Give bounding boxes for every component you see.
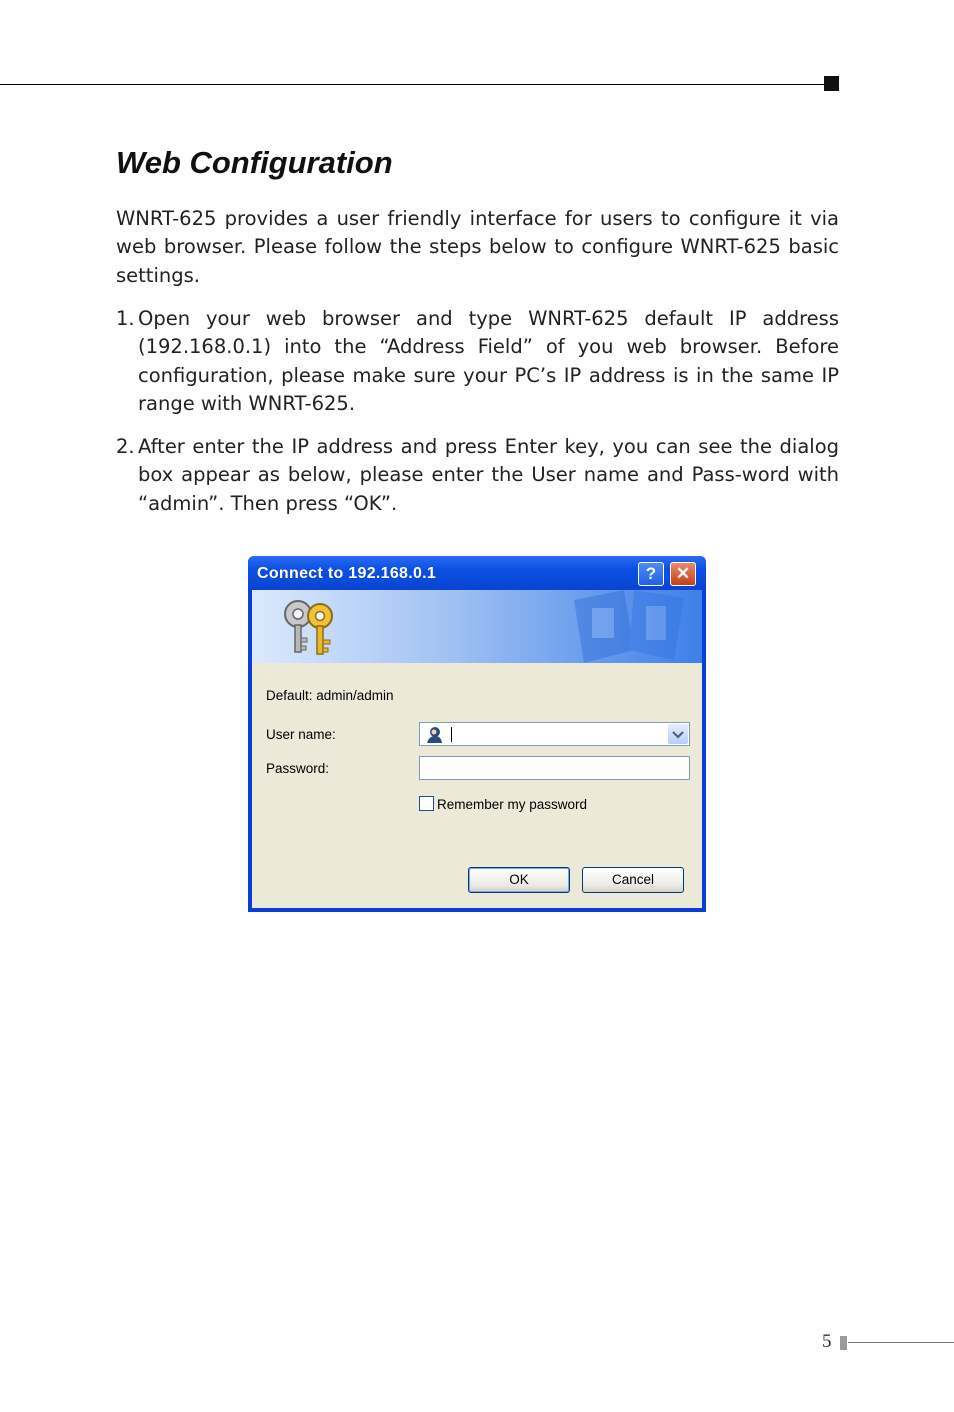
text-caret [451,727,452,742]
dialog-banner [252,590,702,663]
step-item [116,305,839,418]
cancel-button[interactable]: Cancel [582,867,684,893]
step-text: After enter the IP address and press Enter key, you can see the dialog box appear as below, please enter the User name and Pass-word with “admin”. Then press “OK”. [138,435,839,515]
user-icon [425,726,443,743]
top-square-mark [824,76,839,91]
keys-icon [276,596,346,658]
remember-password-checkbox[interactable] [419,796,434,811]
login-dialog [248,556,706,912]
dropdown-button[interactable] [668,724,688,744]
password-field[interactable] [419,756,690,780]
page-number: 5 [822,1331,832,1352]
close-button[interactable]: ✕ [670,562,696,586]
username-label: User name: [266,727,336,742]
step-number: 1. [116,307,135,330]
chevron-down-icon [668,724,688,744]
footer-rule [848,1342,954,1343]
dialog-body [252,663,702,908]
remember-password-label[interactable]: Remember my password [437,797,588,812]
page-title: Web Configuration [116,145,393,180]
step-text: Open your web browser and type WNRT-625 default IP address (192.168.0.1) into the “Address Field” of you web browser. Before configuration, please make sure your PC’s IP address is in the same IP range with WNRT-625. [138,307,839,415]
help-button[interactable]: ? [638,562,664,586]
dialog-title: Connect to 192.168.0.1 [257,565,437,582]
steps-list [116,305,839,533]
intro-paragraph: WNRT-625 provides a user friendly interface for users to configure it via web browser. Please follow the steps below to configure WNRT-625 basic settings. [116,207,839,287]
password-label: Password: [266,761,330,776]
ok-button[interactable]: OK [468,867,570,893]
top-rule [0,84,826,85]
step-item [116,433,839,518]
watermark-icon [564,590,702,663]
default-credentials-text: Default: admin/admin [266,688,394,703]
step-number: 2. [116,435,135,459]
footer-mark [840,1336,847,1350]
dialog-titlebar[interactable] [248,556,706,590]
username-combobox[interactable] [419,722,690,746]
